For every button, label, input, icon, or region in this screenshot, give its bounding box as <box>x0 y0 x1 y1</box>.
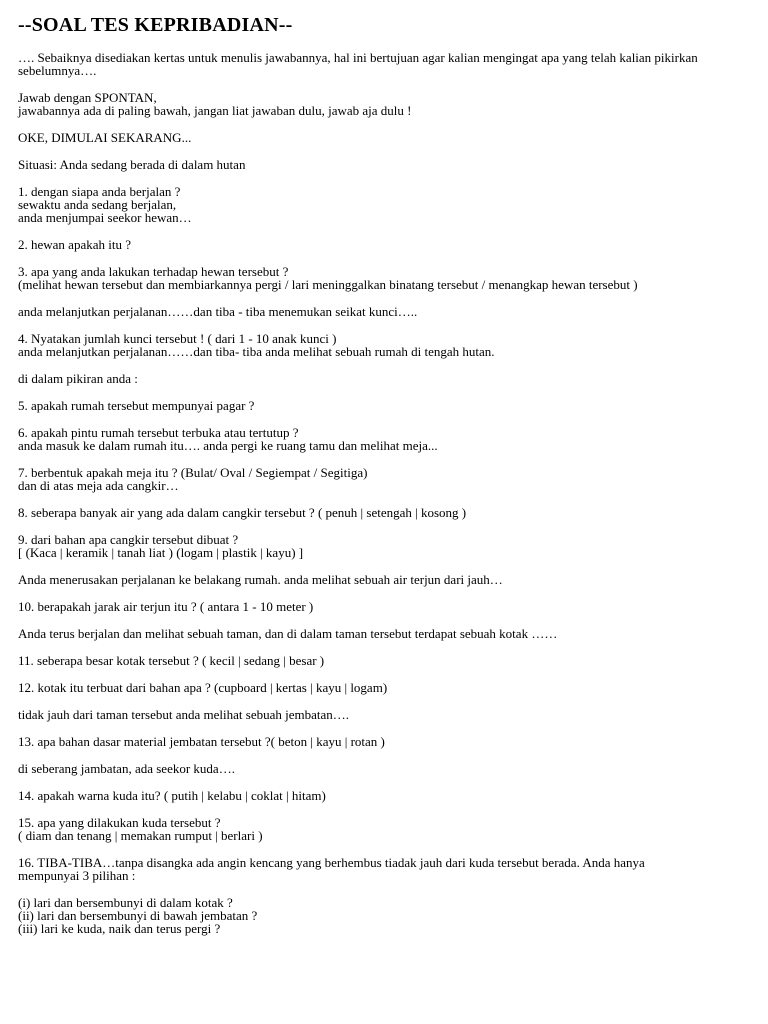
text-line: Anda menerusakan perjalanan ke belakang rumah. anda melihat sebuah air terjun dari jauh… <box>18 572 503 587</box>
text-line: (melihat hewan tersebut dan membiarkannya pergi / lari meninggalkan binatang tersebut / menangkap hewan tersebut ) <box>18 277 638 292</box>
paragraph <box>18 856 750 882</box>
text-line: ( diam dan tenang | memakan rumput | berlari ) <box>18 828 263 843</box>
text-line: Jawab dengan SPONTAN, <box>18 90 157 105</box>
text-line: di dalam pikiran anda : <box>18 371 138 386</box>
paragraph <box>18 708 750 721</box>
text-line: [ (Kaca | keramik | tanah liat ) (logam | plastik | kayu) ] <box>18 545 304 560</box>
text-line: Anda terus berjalan dan melihat sebuah taman, dan di dalam taman tersebut terdapat sebuah kotak …… <box>18 626 558 641</box>
text-line: sebelumnya…. <box>18 63 97 78</box>
text-line: 9. dari bahan apa cangkir tersebut dibuat ? <box>18 532 239 547</box>
paragraph <box>18 305 750 318</box>
text-line: 11. seberapa besar kotak tersebut ? ( kecil | sedang | besar ) <box>18 653 325 668</box>
paragraph <box>18 51 750 77</box>
paragraph <box>18 466 750 492</box>
paragraph <box>18 265 750 291</box>
paragraph <box>18 238 750 251</box>
text-line: anda melanjutkan perjalanan……dan tiba- tiba anda melihat sebuah rumah di tengah hutan. <box>18 344 495 359</box>
text-line: 4. Nyatakan jumlah kunci tersebut ! ( dari 1 - 10 anak kunci ) <box>18 331 337 346</box>
paragraph <box>18 600 750 613</box>
text-line: di seberang jambatan, ada seekor kuda…. <box>18 761 235 776</box>
paragraph <box>18 426 750 452</box>
paragraph <box>18 372 750 385</box>
paragraph <box>18 399 750 412</box>
paragraph <box>18 573 750 586</box>
paragraph <box>18 185 750 224</box>
text-line: (i) lari dan bersembunyi di dalam kotak ? <box>18 895 233 910</box>
paragraph <box>18 91 750 117</box>
document-body <box>18 51 750 935</box>
paragraph <box>18 131 750 144</box>
text-line: 14. apakah warna kuda itu? ( putih | kelabu | coklat | hitam) <box>18 788 326 803</box>
text-line: jawabannya ada di paling bawah, jangan liat jawaban dulu, jawab aja dulu ! <box>18 103 412 118</box>
paragraph <box>18 816 750 842</box>
text-line: sewaktu anda sedang berjalan, <box>18 197 177 212</box>
paragraph <box>18 158 750 171</box>
text-line: (iii) lari ke kuda, naik dan terus pergi ? <box>18 921 221 936</box>
text-line: dan di atas meja ada cangkir… <box>18 478 179 493</box>
paragraph <box>18 332 750 358</box>
paragraph <box>18 735 750 748</box>
text-line: 7. berbentuk apakah meja itu ? (Bulat/ Oval / Segiempat / Segitiga) <box>18 465 368 480</box>
text-line: 3. apa yang anda lakukan terhadap hewan tersebut ? <box>18 264 289 279</box>
text-line: 2. hewan apakah itu ? <box>18 237 131 252</box>
text-line: 16. TIBA-TIBA…tanpa disangka ada angin kencang yang berhembus tiadak jauh dari kuda tersebut berada. Anda hanya <box>18 855 645 870</box>
paragraph <box>18 533 750 559</box>
paragraph <box>18 627 750 640</box>
text-line: tidak jauh dari taman tersebut anda melihat sebuah jembatan…. <box>18 707 350 722</box>
text-line: anda melanjutkan perjalanan……dan tiba - tiba menemukan seikat kunci….. <box>18 304 418 319</box>
text-line: 12. kotak itu terbuat dari bahan apa ? (cupboard | kertas | kayu | logam) <box>18 680 388 695</box>
text-line: Situasi: Anda sedang berada di dalam hutan <box>18 157 246 172</box>
text-line: 15. apa yang dilakukan kuda tersebut ? <box>18 815 221 830</box>
text-line: OKE, DIMULAI SEKARANG... <box>18 130 192 145</box>
text-line: 5. apakah rumah tersebut mempunyai pagar ? <box>18 398 255 413</box>
paragraph <box>18 681 750 694</box>
text-line: …. Sebaiknya disediakan kertas untuk menulis jawabannya, hal ini bertujuan agar kalian mengingat apa yang telah kalian pikirkan <box>18 50 698 65</box>
paragraph <box>18 762 750 775</box>
paragraph <box>18 506 750 519</box>
document-title: --SOAL TES KEPRIBADIAN-- <box>18 14 293 36</box>
paragraph <box>18 789 750 802</box>
text-line: anda masuk ke dalam rumah itu…. anda pergi ke ruang tamu dan melihat meja... <box>18 438 438 453</box>
text-line: 13. apa bahan dasar material jembatan tersebut ?( beton | kayu | rotan ) <box>18 734 385 749</box>
text-line: anda menjumpai seekor hewan… <box>18 210 192 225</box>
text-line: 10. berapakah jarak air terjun itu ? ( antara 1 - 10 meter ) <box>18 599 314 614</box>
text-line: 1. dengan siapa anda berjalan ? <box>18 184 181 199</box>
text-line: 6. apakah pintu rumah tersebut terbuka atau tertutup ? <box>18 425 299 440</box>
paragraph <box>18 654 750 667</box>
text-line: 8. seberapa banyak air yang ada dalam cangkir tersebut ? ( penuh | setengah | kosong ) <box>18 505 467 520</box>
paragraph <box>18 896 750 935</box>
text-line: (ii) lari dan bersembunyi di bawah jembatan ? <box>18 908 258 923</box>
text-line: mempunyai 3 pilihan : <box>18 868 136 883</box>
